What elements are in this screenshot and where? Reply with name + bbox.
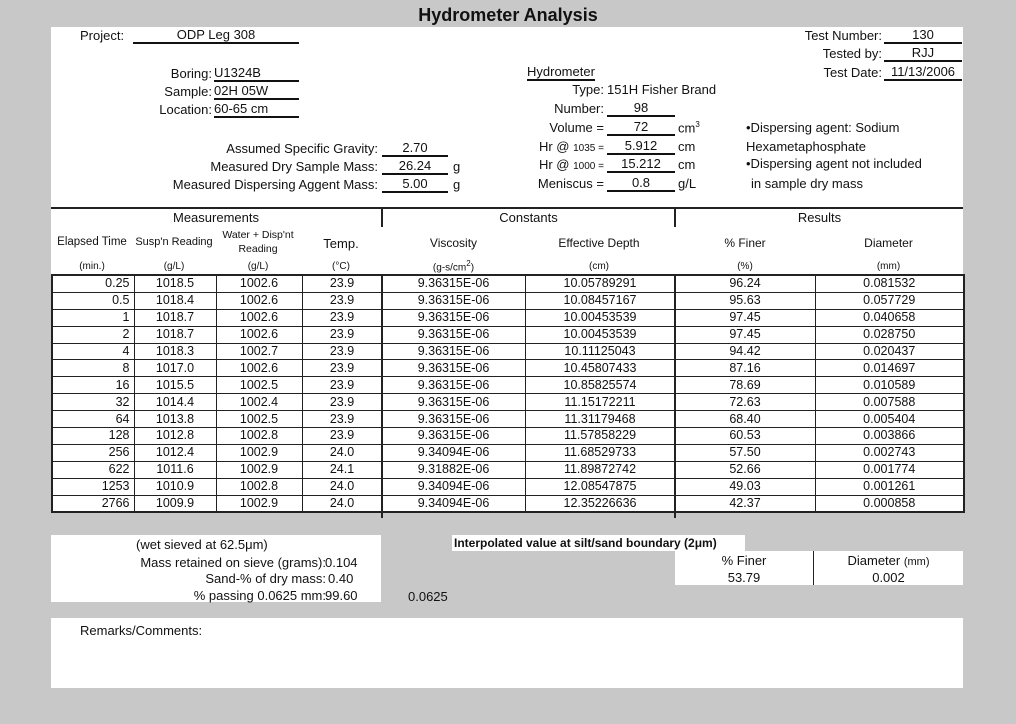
suspn-reading-cell: 1018.4: [134, 292, 216, 309]
hr1035-value: 5.912: [607, 138, 675, 155]
water-reading-cell: 1002.8: [216, 428, 302, 445]
water-reading-cell: 1002.4: [216, 394, 302, 411]
diameter-cell: 0.001774: [815, 461, 964, 478]
suspn-reading-cell: 1014.4: [134, 394, 216, 411]
effective-depth-cell: 11.15172211: [525, 394, 675, 411]
temperature-cell: 24.1: [302, 461, 382, 478]
elapsed-time-cell: 256: [52, 444, 134, 461]
elapsed-time-cell: 2: [52, 326, 134, 343]
project-label: Project:: [80, 28, 125, 43]
suspn-reading-cell: 1018.3: [134, 343, 216, 360]
viscosity-cell: 9.34094E-06: [382, 495, 525, 512]
temperature-cell: 23.9: [302, 411, 382, 428]
diameter-cell: 0.014697: [815, 360, 964, 377]
col-water-line1: Water + Disp'nt: [222, 229, 294, 241]
percent-finer-cell: 57.50: [675, 444, 815, 461]
percent-finer-cell: 60.53: [675, 428, 815, 445]
test-date-value: 11/13/2006: [884, 64, 962, 81]
unit-temp: (°C): [332, 261, 350, 272]
viscosity-cell: 9.36315E-06: [382, 360, 525, 377]
hydrometer-number-value: 98: [607, 100, 675, 117]
hydrometer-type-label: Type:: [572, 82, 604, 97]
temperature-cell: 23.9: [302, 292, 382, 309]
temperature-cell: 23.9: [302, 275, 382, 292]
water-reading-cell: 1002.9: [216, 495, 302, 512]
effective-depth-cell: 10.08457167: [525, 292, 675, 309]
table-row: [52, 444, 964, 461]
hydrometer-heading: Hydrometer: [527, 64, 595, 79]
test-number-label: Test Number:: [804, 28, 882, 43]
diameter-cell: 0.001261: [815, 478, 964, 495]
elapsed-time-cell: 1253: [52, 478, 134, 495]
suspn-reading-cell: 1012.4: [134, 444, 216, 461]
volume-value: 72: [607, 119, 675, 136]
percent-finer-cell: 78.69: [675, 377, 815, 394]
table-row: [52, 394, 964, 411]
header-divider: [51, 207, 963, 209]
temperature-cell: 23.9: [302, 343, 382, 360]
hydrometer-type-value: 151H Fisher Brand: [607, 82, 717, 97]
group-results: Results: [797, 210, 842, 225]
elapsed-time-cell: 622: [52, 461, 134, 478]
col-depth: Effective Depth: [558, 236, 640, 250]
diameter-cell: 0.005404: [815, 411, 964, 428]
percent-finer-cell: 72.63: [675, 394, 815, 411]
viscosity-cell: 9.34094E-06: [382, 478, 525, 495]
water-reading-cell: 1002.5: [216, 411, 302, 428]
temperature-cell: 24.0: [302, 444, 382, 461]
percent-finer-cell: 68.40: [675, 411, 815, 428]
suspn-reading-cell: 1018.5: [134, 275, 216, 292]
viscosity-cell: 9.36315E-06: [382, 377, 525, 394]
elapsed-time-cell: 32: [52, 394, 134, 411]
effective-depth-cell: 10.11125043: [525, 343, 675, 360]
passing-label: % passing 0.0625 mm:: [193, 588, 326, 603]
diameter-cell: 0.010589: [815, 377, 964, 394]
suspn-reading-cell: 1011.6: [134, 461, 216, 478]
boring-value: U1324B: [214, 65, 299, 82]
interp-finer-value: 53.79: [727, 570, 761, 585]
sample-label: Sample:: [164, 84, 212, 99]
meniscus-label: Meniscus =: [537, 176, 604, 191]
elapsed-time-cell: 0.25: [52, 275, 134, 292]
viscosity-cell: 9.36315E-06: [382, 309, 525, 326]
percent-finer-cell: 42.37: [675, 495, 815, 512]
table-group-divider-1: [381, 274, 383, 518]
percent-finer-cell: 52.66: [675, 461, 815, 478]
diameter-cell: 0.003866: [815, 428, 964, 445]
viscosity-cell: 9.36315E-06: [382, 428, 525, 445]
test-number-value: 130: [884, 27, 962, 44]
mass-retained-value: 0.104: [325, 555, 358, 570]
tested-by-value: RJJ: [884, 45, 962, 62]
percent-finer-cell: 94.42: [675, 343, 815, 360]
group-constants: Constants: [499, 210, 558, 225]
unit-visc: $(g-s/cm^2)$: [432, 259, 475, 274]
hr1035-label: Hr @ 1035 =: [538, 139, 604, 154]
table-row: [52, 411, 964, 428]
effective-depth-cell: 10.45807433: [525, 360, 675, 377]
note-line-4: in sample dry mass: [751, 176, 863, 191]
unit-depth: (cm): [589, 261, 609, 272]
effective-depth-cell: 12.08547875: [525, 478, 675, 495]
temperature-cell: 23.9: [302, 428, 382, 445]
page-title: Hydrometer Analysis: [418, 5, 598, 25]
col-water-line2: Reading: [238, 243, 278, 255]
diameter-cell: 0.007588: [815, 394, 964, 411]
sample-value: 02H 05W: [214, 83, 299, 100]
diameter-cell: 0.057729: [815, 292, 964, 309]
water-reading-cell: 1002.5: [216, 377, 302, 394]
water-reading-cell: 1002.7: [216, 343, 302, 360]
elapsed-time-cell: 64: [52, 411, 134, 428]
sieve-header: (wet sieved at 62.5μm): [136, 537, 268, 552]
interp-diam-label: Diameter (mm): [847, 553, 930, 568]
dry-mass-label: Measured Dry Sample Mass:: [210, 159, 378, 174]
percent-finer-cell: 87.16: [675, 360, 815, 377]
specific-gravity-label: Assumed Specific Gravity:: [226, 141, 378, 156]
table-row: [52, 428, 964, 445]
passing-value: 99.60: [325, 588, 358, 603]
effective-depth-cell: 10.85825574: [525, 377, 675, 394]
percent-finer-cell: 97.45: [675, 326, 815, 343]
temperature-cell: 24.0: [302, 495, 382, 512]
viscosity-cell: 9.36315E-06: [382, 394, 525, 411]
viscosity-cell: 9.36315E-06: [382, 411, 525, 428]
table-row: [52, 343, 964, 360]
temperature-cell: 23.9: [302, 309, 382, 326]
location-value: 60-65 cm: [214, 101, 299, 118]
location-label: Location:: [159, 102, 212, 117]
disp-mass-value: 5.00: [382, 176, 448, 193]
disp-mass-label: Measured Dispersing Aggent Mass:: [172, 177, 378, 192]
suspn-reading-cell: 1017.0: [134, 360, 216, 377]
col-temp: Temp.: [323, 236, 359, 251]
suspn-reading-cell: 1018.7: [134, 326, 216, 343]
viscosity-cell: 9.34094E-06: [382, 444, 525, 461]
suspn-reading-cell: 1010.9: [134, 478, 216, 495]
table-row: [52, 461, 964, 478]
water-reading-cell: 1002.9: [216, 444, 302, 461]
effective-depth-cell: 11.31179468: [525, 411, 675, 428]
percent-finer-cell: 49.03: [675, 478, 815, 495]
interp-finer-label: % Finer: [721, 553, 767, 568]
effective-depth-cell: 12.35226636: [525, 495, 675, 512]
remarks-label: Remarks/Comments:: [80, 623, 203, 638]
dry-mass-unit: g: [453, 159, 461, 174]
note-line-3: •Dispersing agent not included: [746, 156, 922, 171]
table-row: [52, 326, 964, 343]
viscosity-cell: 9.36315E-06: [382, 343, 525, 360]
project-value: ODP Leg 308: [133, 27, 299, 44]
col-suspn: Susp'n Reading: [135, 236, 213, 248]
meniscus-value: 0.8: [607, 175, 675, 192]
hydrometer-number-label: Number:: [554, 101, 604, 116]
volume-label: Volume =: [549, 120, 604, 135]
sieve-size-value: 0.0625: [408, 589, 448, 604]
effective-depth-cell: 11.57858229: [525, 428, 675, 445]
effective-depth-cell: 10.00453539: [525, 309, 675, 326]
table-row: [52, 309, 964, 326]
water-reading-cell: 1002.8: [216, 478, 302, 495]
volume-unit: $cm^3$: [678, 120, 700, 136]
sand-percent-value: 0.40: [328, 571, 354, 586]
percent-finer-cell: 97.45: [675, 309, 815, 326]
viscosity-cell: 9.31882E-06: [382, 461, 525, 478]
interp-diam-value: 0.002: [872, 570, 905, 585]
effective-depth-cell: 11.89872742: [525, 461, 675, 478]
specific-gravity-value: 2.70: [382, 140, 448, 157]
col-visc: Viscosity: [429, 236, 478, 250]
mass-retained-label: Mass retained on sieve (grams):: [140, 555, 326, 570]
elapsed-time-cell: 4: [52, 343, 134, 360]
water-reading-cell: 1002.6: [216, 275, 302, 292]
hr1000-value: 15.212: [607, 156, 675, 173]
test-date-label: Test Date:: [823, 65, 882, 80]
suspn-reading-cell: 1009.9: [134, 495, 216, 512]
table-group-divider-2: [674, 274, 676, 518]
suspn-reading-cell: 1012.8: [134, 428, 216, 445]
elapsed-time-cell: 8: [52, 360, 134, 377]
diameter-cell: 0.040658: [815, 309, 964, 326]
temperature-cell: 23.9: [302, 360, 382, 377]
unit-finer: (%): [737, 261, 753, 272]
effective-depth-cell: 10.00453539: [525, 326, 675, 343]
viscosity-cell: 9.36315E-06: [382, 275, 525, 292]
water-reading-cell: 1002.9: [216, 461, 302, 478]
interp-header: Interpolated value at silt/sand boundary (2μm): [454, 536, 717, 550]
water-reading-cell: 1002.6: [216, 309, 302, 326]
diameter-cell: 0.002743: [815, 444, 964, 461]
elapsed-time-cell: 1: [52, 309, 134, 326]
results-table: [51, 274, 965, 513]
temperature-cell: 23.9: [302, 377, 382, 394]
suspn-reading-cell: 1013.8: [134, 411, 216, 428]
table-row: [52, 292, 964, 309]
water-reading-cell: 1002.6: [216, 360, 302, 377]
meniscus-unit: g/L: [678, 176, 697, 191]
table-row: [52, 377, 964, 394]
table-row: [52, 360, 964, 377]
temperature-cell: 24.0: [302, 478, 382, 495]
effective-depth-cell: 10.05789291: [525, 275, 675, 292]
temperature-cell: 23.9: [302, 394, 382, 411]
table-row: [52, 275, 964, 292]
dry-mass-value: 26.24: [382, 158, 448, 175]
tested-by-label: Tested by:: [822, 46, 882, 61]
group-measurements: Measurements: [173, 210, 259, 225]
viscosity-cell: 9.36315E-06: [382, 292, 525, 309]
col-finer: % Finer: [724, 236, 766, 250]
table-row: [52, 495, 964, 512]
note-line-2: Hexametaphosphate: [746, 139, 866, 154]
percent-finer-cell: 95.63: [675, 292, 815, 309]
suspn-reading-cell: 1018.7: [134, 309, 216, 326]
sand-percent-label: Sand-% of dry mass:: [205, 571, 326, 586]
unit-suspn: (g/L): [163, 261, 185, 272]
viscosity-cell: 9.36315E-06: [382, 326, 525, 343]
water-reading-cell: 1002.6: [216, 292, 302, 309]
diameter-cell: 0.020437: [815, 343, 964, 360]
elapsed-time-cell: 0.5: [52, 292, 134, 309]
suspn-reading-cell: 1015.5: [134, 377, 216, 394]
hr1000-unit: cm: [678, 157, 696, 172]
diameter-cell: 0.081532: [815, 275, 964, 292]
table-row: [52, 478, 964, 495]
elapsed-time-cell: 128: [52, 428, 134, 445]
disp-mass-unit: g: [453, 177, 461, 192]
unit-water: (g/L): [247, 261, 269, 272]
hr1035-unit: cm: [678, 139, 696, 154]
hr1000-label: Hr @ 1000 =: [538, 157, 604, 172]
col-diam: Diameter: [864, 236, 913, 250]
elapsed-time-cell: 2766: [52, 495, 134, 512]
boring-label: Boring:: [170, 66, 212, 81]
diameter-cell: 0.000858: [815, 495, 964, 512]
elapsed-time-cell: 16: [52, 377, 134, 394]
water-reading-cell: 1002.6: [216, 326, 302, 343]
note-line-1: •Dispersing agent: Sodium: [746, 120, 900, 135]
diameter-cell: 0.028750: [815, 326, 964, 343]
effective-depth-cell: 11.68529733: [525, 444, 675, 461]
unit-elapsed: (min.): [79, 261, 105, 272]
col-elapsed: Elapsed Time: [57, 236, 127, 248]
unit-diam: (mm): [876, 261, 901, 272]
percent-finer-cell: 96.24: [675, 275, 815, 292]
temperature-cell: 23.9: [302, 326, 382, 343]
